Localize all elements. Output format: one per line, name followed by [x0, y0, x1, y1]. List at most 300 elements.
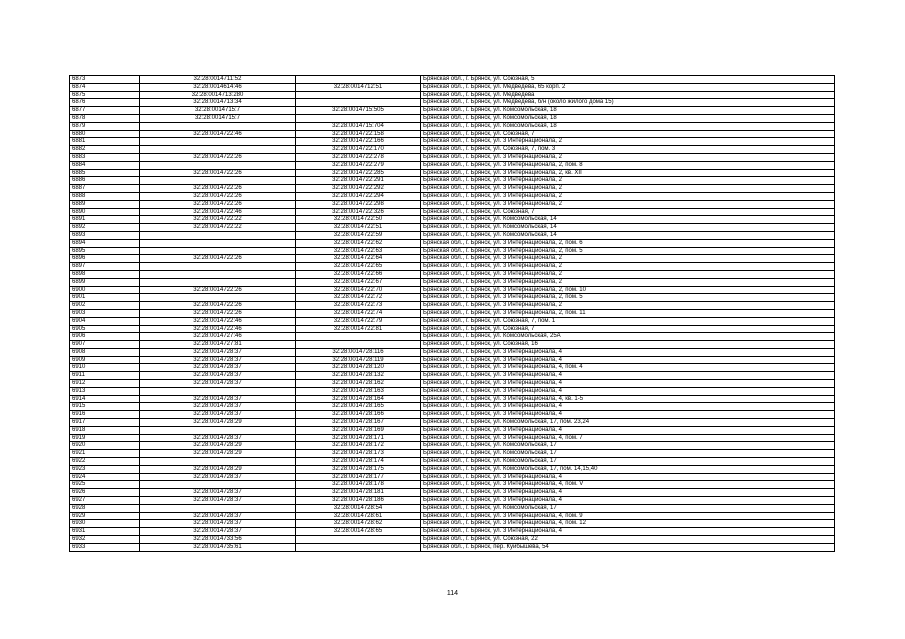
- record-number-cell: 6924: [70, 473, 140, 481]
- cadastral-number-cell: [140, 481, 296, 489]
- address-cell: Брянская обл., г. Брянск, ул. 3 Интернационала, 4: [421, 387, 835, 395]
- address-cell: Брянская обл., г. Брянск, ул. Союзная, 16: [421, 341, 835, 349]
- table-row: [70, 177, 835, 185]
- object-cadastral-number-cell: 32:28:0014728:120: [296, 364, 421, 372]
- table-row: [70, 387, 835, 395]
- table-row: [70, 224, 835, 232]
- record-number-cell: 6933: [70, 543, 140, 551]
- cadastral-number-cell: 32:28:0014722:26: [140, 309, 296, 317]
- address-cell: Брянская обл., г. Брянск, ул. Комсомольская, 14: [421, 224, 835, 232]
- object-cadastral-number-cell: 32:28:0014722:81: [296, 325, 421, 333]
- address-cell: Брянская обл., г. Брянск, пер. Куйбышева, 54: [421, 543, 835, 551]
- table-row: [70, 231, 835, 239]
- record-number-cell: 6882: [70, 146, 140, 154]
- cadastral-number-cell: 32:28:0014722:26: [140, 192, 296, 200]
- table-body: [70, 76, 835, 552]
- address-cell: Брянская обл., г. Брянск, ул. 3 Интернационала, 2: [421, 200, 835, 208]
- address-cell: Брянская обл., г. Брянск, ул. Медведева, б/н (около жилого дома 15): [421, 99, 835, 107]
- cadastral-number-cell: 32:28:0014728:37: [140, 395, 296, 403]
- cadastral-number-cell: 32:28:0014728:37: [140, 372, 296, 380]
- record-number-cell: 6892: [70, 224, 140, 232]
- cadastral-registry-table: [69, 75, 835, 552]
- object-cadastral-number-cell: 32:28:0014722:62: [296, 239, 421, 247]
- object-cadastral-number-cell: 32:28:0014728:175: [296, 465, 421, 473]
- record-number-cell: 6881: [70, 138, 140, 146]
- table-row: [70, 504, 835, 512]
- object-cadastral-number-cell: 32:28:0014728:119: [296, 356, 421, 364]
- table-row: [70, 465, 835, 473]
- address-cell: Брянская обл., г. Брянск, ул. 3 Интернационала, 4: [421, 380, 835, 388]
- cadastral-number-cell: 32:28:0014722:46: [140, 325, 296, 333]
- table-row: [70, 146, 835, 154]
- cadastral-number-cell: 32:28:0014728:37: [140, 364, 296, 372]
- record-number-cell: 6907: [70, 341, 140, 349]
- object-cadastral-number-cell: 32:28:0014712:51: [296, 83, 421, 91]
- cadastral-number-cell: [140, 278, 296, 286]
- table-row: [70, 153, 835, 161]
- record-number-cell: 6920: [70, 442, 140, 450]
- address-cell: Брянская обл., г. Брянск, ул. 3 Интернационала, 2, пом. 10: [421, 286, 835, 294]
- address-cell: Брянская обл., г. Брянск, ул. 3 Интернационала, 4, пом. 12: [421, 520, 835, 528]
- cadastral-number-cell: 32:28:0014728:37: [140, 348, 296, 356]
- object-cadastral-number-cell: 32:28:0014728:61: [296, 512, 421, 520]
- table-row: [70, 270, 835, 278]
- table-row: [70, 426, 835, 434]
- object-cadastral-number-cell: 32:28:0014722:291: [296, 177, 421, 185]
- record-number-cell: 6912: [70, 380, 140, 388]
- record-number-cell: 6928: [70, 504, 140, 512]
- cadastral-number-cell: 32:28:0014728:29: [140, 419, 296, 427]
- table-row: [70, 536, 835, 544]
- object-cadastral-number-cell: [296, 76, 421, 84]
- record-number-cell: 6915: [70, 403, 140, 411]
- object-cadastral-number-cell: 32:28:0014722:65: [296, 263, 421, 271]
- object-cadastral-number-cell: [296, 341, 421, 349]
- table-row: [70, 512, 835, 520]
- record-number-cell: 6877: [70, 107, 140, 115]
- object-cadastral-number-cell: 32:28:0014722:64: [296, 255, 421, 263]
- address-cell: Брянская обл., г. Брянск, ул. Комсомольская, 18: [421, 107, 835, 115]
- cadastral-number-cell: 32:28:0014728:37: [140, 520, 296, 528]
- record-number-cell: 6884: [70, 161, 140, 169]
- table-row: [70, 543, 835, 551]
- record-number-cell: 6923: [70, 465, 140, 473]
- address-cell: Брянская обл., г. Брянск, ул. 3 Интернационала, 2: [421, 138, 835, 146]
- record-number-cell: 6883: [70, 153, 140, 161]
- address-cell: Брянская обл., г. Брянск, ул. 3 Интернационала, 4: [421, 497, 835, 505]
- address-cell: Брянская обл., г. Брянск, ул. Союзная, 7: [421, 130, 835, 138]
- record-number-cell: 6895: [70, 247, 140, 255]
- table-row: [70, 395, 835, 403]
- address-cell: Брянская обл., г. Брянск, ул. 3 Интернационала, 2, пом. 11: [421, 309, 835, 317]
- address-cell: Брянская обл., г. Брянск, ул. Союзная, 7, пом. 3: [421, 146, 835, 154]
- record-number-cell: 6879: [70, 122, 140, 130]
- address-cell: Брянская обл., г. Брянск, ул. 3 Интернационала, 4, пом. 7: [421, 434, 835, 442]
- address-cell: Брянская обл., г. Брянск, ул. Медведева, 65 корп. 2: [421, 83, 835, 91]
- cadastral-number-cell: 32:28:0014722:26: [140, 302, 296, 310]
- address-cell: Брянская обл., г. Брянск, ул. 3 Интернационала, 2: [421, 153, 835, 161]
- object-cadastral-number-cell: 32:28:0014728:65: [296, 528, 421, 536]
- object-cadastral-number-cell: 32:28:0014728:163: [296, 387, 421, 395]
- record-number-cell: 6902: [70, 302, 140, 310]
- object-cadastral-number-cell: 32:28:0014722:59: [296, 231, 421, 239]
- table-row: [70, 302, 835, 310]
- address-cell: Брянская обл., г. Брянск, ул. 3 Интернационала, 2, пом. 8: [421, 161, 835, 169]
- table-row: [70, 497, 835, 505]
- table-row: [70, 76, 835, 84]
- table-row: [70, 138, 835, 146]
- record-number-cell: 6917: [70, 419, 140, 427]
- address-cell: Брянская обл., г. Брянск, ул. 3 Интернационала, 4: [421, 348, 835, 356]
- cadastral-number-cell: 32:28:0014728:37: [140, 512, 296, 520]
- cadastral-number-cell: 32:28:0014722:22: [140, 224, 296, 232]
- table-row: [70, 208, 835, 216]
- address-cell: Брянская обл., г. Брянск, ул. 3 Интернационала, 4: [421, 356, 835, 364]
- table-row: [70, 107, 835, 115]
- table-row: [70, 192, 835, 200]
- address-cell: Брянская обл., г. Брянск, ул. 3 Интернационала, 4: [421, 411, 835, 419]
- record-number-cell: 6900: [70, 286, 140, 294]
- cadastral-number-cell: 32:28:0014727:81: [140, 341, 296, 349]
- object-cadastral-number-cell: 32:28:0014722:294: [296, 192, 421, 200]
- table-row: [70, 434, 835, 442]
- cadastral-number-cell: [140, 504, 296, 512]
- cadastral-number-cell: 32:28:0014733:56: [140, 536, 296, 544]
- table-row: [70, 200, 835, 208]
- cadastral-number-cell: [140, 239, 296, 247]
- record-number-cell: 6894: [70, 239, 140, 247]
- cadastral-number-cell: 32:28:0014727:46: [140, 333, 296, 341]
- address-cell: Брянская обл., г. Брянск, ул. Союзная, 7: [421, 325, 835, 333]
- object-cadastral-number-cell: 32:28:0014728:178: [296, 481, 421, 489]
- cadastral-number-cell: 32:28:0014722:26: [140, 200, 296, 208]
- cadastral-number-cell: 32:28:0014735:61: [140, 543, 296, 551]
- object-cadastral-number-cell: 32:28:0014728:116: [296, 348, 421, 356]
- cadastral-number-cell: [140, 247, 296, 255]
- table-row: [70, 278, 835, 286]
- record-number-cell: 6916: [70, 411, 140, 419]
- address-cell: Брянская обл., г. Брянск, ул. 3 Интернационала, 2: [421, 302, 835, 310]
- table-row: [70, 294, 835, 302]
- record-number-cell: 6875: [70, 91, 140, 99]
- record-number-cell: 6876: [70, 99, 140, 107]
- cadastral-number-cell: [140, 231, 296, 239]
- address-cell: Брянская обл., г. Брянск, ул. Комсомольская, 14: [421, 216, 835, 224]
- address-cell: Брянская обл., г. Брянск, ул. Союзная, 7, пом. 1: [421, 317, 835, 325]
- address-cell: Брянская обл., г. Брянск, ул. 3 Интернационала, 2: [421, 185, 835, 193]
- cadastral-number-cell: 32:28:0014722:22: [140, 216, 296, 224]
- record-number-cell: 6896: [70, 255, 140, 263]
- cadastral-number-cell: 32:28:0014728:37: [140, 356, 296, 364]
- object-cadastral-number-cell: 32:28:0014722:279: [296, 161, 421, 169]
- address-cell: Брянская обл., г. Брянск, ул. 3 Интернационала, 2: [421, 270, 835, 278]
- address-cell: Брянская обл., г. Брянск, ул. 3 Интернационала, 4: [421, 403, 835, 411]
- cadastral-number-cell: 32:28:0014715:7: [140, 107, 296, 115]
- record-number-cell: 6911: [70, 372, 140, 380]
- table-row: [70, 419, 835, 427]
- object-cadastral-number-cell: 32:28:0014728:164: [296, 395, 421, 403]
- record-number-cell: 6878: [70, 114, 140, 122]
- cadastral-number-cell: 32:28:0014728:29: [140, 450, 296, 458]
- object-cadastral-number-cell: 32:28:0014728:169: [296, 426, 421, 434]
- object-cadastral-number-cell: 32:28:0014715:704: [296, 122, 421, 130]
- cadastral-number-cell: 32:28:0014722:26: [140, 185, 296, 193]
- object-cadastral-number-cell: 32:28:0014722:63: [296, 247, 421, 255]
- table-row: [70, 442, 835, 450]
- address-cell: Брянская обл., г. Брянск, ул. Медведева: [421, 91, 835, 99]
- object-cadastral-number-cell: 32:28:0014722:66: [296, 270, 421, 278]
- record-number-cell: 6874: [70, 83, 140, 91]
- address-cell: Брянская обл., г. Брянск, ул. 3 Интернационала, 4: [421, 473, 835, 481]
- cadastral-number-cell: 32:28:0014728:29: [140, 442, 296, 450]
- address-cell: Брянская обл., г. Брянск, ул. Комсомольская, 17: [421, 450, 835, 458]
- record-number-cell: 6901: [70, 294, 140, 302]
- object-cadastral-number-cell: 32:28:0014722:79: [296, 317, 421, 325]
- record-number-cell: 6887: [70, 185, 140, 193]
- address-cell: Брянская обл., г. Брянск, ул. Комсомольская, 17: [421, 442, 835, 450]
- address-cell: Брянская обл., г. Брянск, ул. 3 Интернационала, 4: [421, 372, 835, 380]
- object-cadastral-number-cell: 32:28:0014728:172: [296, 442, 421, 450]
- cadastral-number-cell: 32:28:0014614:46: [140, 83, 296, 91]
- table-row: [70, 403, 835, 411]
- table-row: [70, 364, 835, 372]
- object-cadastral-number-cell: 32:28:0014722:51: [296, 224, 421, 232]
- object-cadastral-number-cell: 32:28:0014728:181: [296, 489, 421, 497]
- address-cell: Брянская обл., г. Брянск, ул. 3 Интернационала, 2, пом. 6: [421, 239, 835, 247]
- table-row: [70, 130, 835, 138]
- table-row: [70, 114, 835, 122]
- object-cadastral-number-cell: 32:28:0014715:505: [296, 107, 421, 115]
- cadastral-number-cell: 32:28:0014728:37: [140, 489, 296, 497]
- object-cadastral-number-cell: 32:28:0014722:158: [296, 130, 421, 138]
- cadastral-number-cell: 32:28:0014728:37: [140, 403, 296, 411]
- cadastral-number-cell: [140, 138, 296, 146]
- table-row: [70, 83, 835, 91]
- record-number-cell: 6931: [70, 528, 140, 536]
- address-cell: Брянская обл., г. Брянск, ул. 3 Интернационала, 2, пом. 5: [421, 294, 835, 302]
- record-number-cell: 6899: [70, 278, 140, 286]
- address-cell: Брянская обл., г. Брянск, ул. 3 Интернационала, 4: [421, 489, 835, 497]
- object-cadastral-number-cell: 32:28:0014728:162: [296, 380, 421, 388]
- cadastral-number-cell: [140, 146, 296, 154]
- record-number-cell: 6886: [70, 177, 140, 185]
- cadastral-number-cell: [140, 122, 296, 130]
- table-row: [70, 458, 835, 466]
- record-number-cell: 6926: [70, 489, 140, 497]
- table-row: [70, 325, 835, 333]
- address-cell: Брянская обл., г. Брянск, ул. Комсомольская, 17: [421, 458, 835, 466]
- object-cadastral-number-cell: 32:28:0014728:166: [296, 411, 421, 419]
- address-cell: Брянская обл., г. Брянск, ул. 3 Интернационала, 4: [421, 528, 835, 536]
- record-number-cell: 6925: [70, 481, 140, 489]
- cadastral-number-cell: [140, 387, 296, 395]
- record-number-cell: 6903: [70, 309, 140, 317]
- object-cadastral-number-cell: 32:28:0014722:50: [296, 216, 421, 224]
- cadastral-number-cell: 32:28:0014722:26: [140, 286, 296, 294]
- table-row: [70, 99, 835, 107]
- record-number-cell: 6930: [70, 520, 140, 528]
- object-cadastral-number-cell: 32:28:0014728:132: [296, 372, 421, 380]
- table-row: [70, 309, 835, 317]
- cadastral-number-cell: [140, 294, 296, 302]
- record-number-cell: 6913: [70, 387, 140, 395]
- address-cell: Брянская обл., г. Брянск, ул. Комсомольская, 17, пом. 23,24: [421, 419, 835, 427]
- page-number: 114: [446, 590, 459, 597]
- cadastral-number-cell: 32:28:0014713:280: [140, 91, 296, 99]
- table-row: [70, 122, 835, 130]
- record-number-cell: 6904: [70, 317, 140, 325]
- address-cell: Брянская обл., г. Брянск, ул. 3 Интернационала, 2: [421, 263, 835, 271]
- table-row: [70, 450, 835, 458]
- table-row: [70, 161, 835, 169]
- cadastral-number-cell: 32:28:0014722:46: [140, 208, 296, 216]
- address-cell: Брянская обл., г. Брянск, ул. 3 Интернационала, 2: [421, 255, 835, 263]
- record-number-cell: 6918: [70, 426, 140, 434]
- object-cadastral-number-cell: 32:28:0014722:73: [296, 302, 421, 310]
- object-cadastral-number-cell: [296, 536, 421, 544]
- address-cell: Брянская обл., г. Брянск, ул. 3 Интернационала, 2: [421, 177, 835, 185]
- address-cell: Брянская обл., г. Брянск, ул. 3 Интернационала, 4, пом. 4: [421, 364, 835, 372]
- record-number-cell: 6898: [70, 270, 140, 278]
- cadastral-number-cell: [140, 270, 296, 278]
- record-number-cell: 6897: [70, 263, 140, 271]
- cadastral-number-cell: 32:28:0014722:46: [140, 317, 296, 325]
- object-cadastral-number-cell: 32:28:0014722:285: [296, 169, 421, 177]
- table-row: [70, 216, 835, 224]
- table-row: [70, 239, 835, 247]
- object-cadastral-number-cell: [296, 99, 421, 107]
- record-number-cell: 6888: [70, 192, 140, 200]
- table-row: [70, 317, 835, 325]
- address-cell: Брянская обл., г. Брянск, ул. 3 Интернационала, 4, пом. 9: [421, 512, 835, 520]
- record-number-cell: 6922: [70, 458, 140, 466]
- address-cell: Брянская обл., г. Брянск, ул. Комсомольская, 25А: [421, 333, 835, 341]
- object-cadastral-number-cell: 32:28:0014728:165: [296, 403, 421, 411]
- address-cell: Брянская обл., г. Брянск, ул. 3 Интернационала, 4, пом. V: [421, 481, 835, 489]
- table-row: [70, 255, 835, 263]
- record-number-cell: 6906: [70, 333, 140, 341]
- table-row: [70, 481, 835, 489]
- cadastral-number-cell: [140, 263, 296, 271]
- record-number-cell: 6880: [70, 130, 140, 138]
- record-number-cell: 6910: [70, 364, 140, 372]
- cadastral-number-cell: 32:28:0014722:26: [140, 153, 296, 161]
- record-number-cell: 6919: [70, 434, 140, 442]
- record-number-cell: 6905: [70, 325, 140, 333]
- cadastral-number-cell: 32:28:0014728:37: [140, 411, 296, 419]
- object-cadastral-number-cell: 32:28:0014728:186: [296, 497, 421, 505]
- object-cadastral-number-cell: 32:28:0014728:174: [296, 458, 421, 466]
- cadastral-number-cell: [140, 177, 296, 185]
- table-row: [70, 520, 835, 528]
- object-cadastral-number-cell: 32:28:0014722:326: [296, 208, 421, 216]
- address-cell: Брянская обл., г. Брянск, ул. 3 Интернационала, 2, пом. 5: [421, 247, 835, 255]
- record-number-cell: 6921: [70, 450, 140, 458]
- table-row: [70, 372, 835, 380]
- table-row: [70, 341, 835, 349]
- record-number-cell: 6890: [70, 208, 140, 216]
- object-cadastral-number-cell: 32:28:0014722:278: [296, 153, 421, 161]
- cadastral-number-cell: 32:28:0014728:29: [140, 465, 296, 473]
- address-cell: Брянская обл., г. Брянск, ул. Комсомольская, 17, пом. 14,15,40: [421, 465, 835, 473]
- cadastral-number-cell: 32:28:0014711:52: [140, 76, 296, 84]
- record-number-cell: 6909: [70, 356, 140, 364]
- cadastral-number-cell: [140, 458, 296, 466]
- address-cell: Брянская обл., г. Брянск, ул. 3 Интернационала, 2: [421, 278, 835, 286]
- object-cadastral-number-cell: 32:28:0014722:166: [296, 138, 421, 146]
- record-number-cell: 6891: [70, 216, 140, 224]
- table-row: [70, 247, 835, 255]
- cadastral-number-cell: 32:28:0014728:37: [140, 473, 296, 481]
- table-row: [70, 333, 835, 341]
- table-row: [70, 348, 835, 356]
- cadastral-number-cell: 32:28:0014728:37: [140, 434, 296, 442]
- cadastral-number-cell: 32:28:0014715:7: [140, 114, 296, 122]
- object-cadastral-number-cell: 32:28:0014722:70: [296, 286, 421, 294]
- table-row: [70, 528, 835, 536]
- address-cell: Брянская обл., г. Брянск, ул. Союзная, 5: [421, 76, 835, 84]
- table-row: [70, 411, 835, 419]
- record-number-cell: 6927: [70, 497, 140, 505]
- cadastral-number-cell: [140, 426, 296, 434]
- table-row: [70, 169, 835, 177]
- cadastral-number-cell: 32:28:0014728:37: [140, 528, 296, 536]
- record-number-cell: 6929: [70, 512, 140, 520]
- object-cadastral-number-cell: 32:28:0014722:170: [296, 146, 421, 154]
- object-cadastral-number-cell: 32:28:0014728:171: [296, 434, 421, 442]
- address-cell: Брянская обл., г. Брянск, ул. Союзная, 7: [421, 208, 835, 216]
- record-number-cell: 6889: [70, 200, 140, 208]
- cadastral-number-cell: 32:28:0014728:37: [140, 380, 296, 388]
- table-row: [70, 489, 835, 497]
- table-row: [70, 473, 835, 481]
- cadastral-number-cell: [140, 161, 296, 169]
- address-cell: Брянская обл., г. Брянск, ул. 3 Интернационала, 4, кв. 1-5: [421, 395, 835, 403]
- record-number-cell: 6932: [70, 536, 140, 544]
- address-cell: Брянская обл., г. Брянск, ул. Союзная, 22: [421, 536, 835, 544]
- object-cadastral-number-cell: 32:28:0014722:72: [296, 294, 421, 302]
- object-cadastral-number-cell: 32:28:0014728:173: [296, 450, 421, 458]
- object-cadastral-number-cell: 32:28:0014722:298: [296, 200, 421, 208]
- address-cell: Брянская обл., г. Брянск, ул. Комсомольская, 18: [421, 122, 835, 130]
- cadastral-number-cell: 32:28:0014722:26: [140, 169, 296, 177]
- address-cell: Брянская обл., г. Брянск, ул. Комсомольская, 18: [421, 114, 835, 122]
- table-row: [70, 380, 835, 388]
- object-cadastral-number-cell: 32:28:0014722:292: [296, 185, 421, 193]
- cadastral-number-cell: 32:28:0014713:34: [140, 99, 296, 107]
- object-cadastral-number-cell: 32:28:0014722:74: [296, 309, 421, 317]
- address-cell: Брянская обл., г. Брянск, ул. 3 Интернационала, 4: [421, 426, 835, 434]
- object-cadastral-number-cell: [296, 114, 421, 122]
- object-cadastral-number-cell: 32:28:0014728:167: [296, 419, 421, 427]
- record-number-cell: 6908: [70, 348, 140, 356]
- table-row: [70, 185, 835, 193]
- record-number-cell: 6873: [70, 76, 140, 84]
- address-cell: Брянская обл., г. Брянск, ул. 3 Интернационала, 2, кв. XII: [421, 169, 835, 177]
- table-row: [70, 286, 835, 294]
- object-cadastral-number-cell: 32:28:0014728:62: [296, 520, 421, 528]
- record-number-cell: 6914: [70, 395, 140, 403]
- object-cadastral-number-cell: 32:28:0014722:67: [296, 278, 421, 286]
- address-cell: Брянская обл., г. Брянск, ул. Комсомольская, 17: [421, 504, 835, 512]
- cadastral-number-cell: 32:28:0014722:26: [140, 255, 296, 263]
- object-cadastral-number-cell: 32:28:0014728:54: [296, 504, 421, 512]
- object-cadastral-number-cell: 32:28:0014728:177: [296, 473, 421, 481]
- object-cadastral-number-cell: [296, 543, 421, 551]
- object-cadastral-number-cell: [296, 91, 421, 99]
- record-number-cell: 6893: [70, 231, 140, 239]
- table-row: [70, 91, 835, 99]
